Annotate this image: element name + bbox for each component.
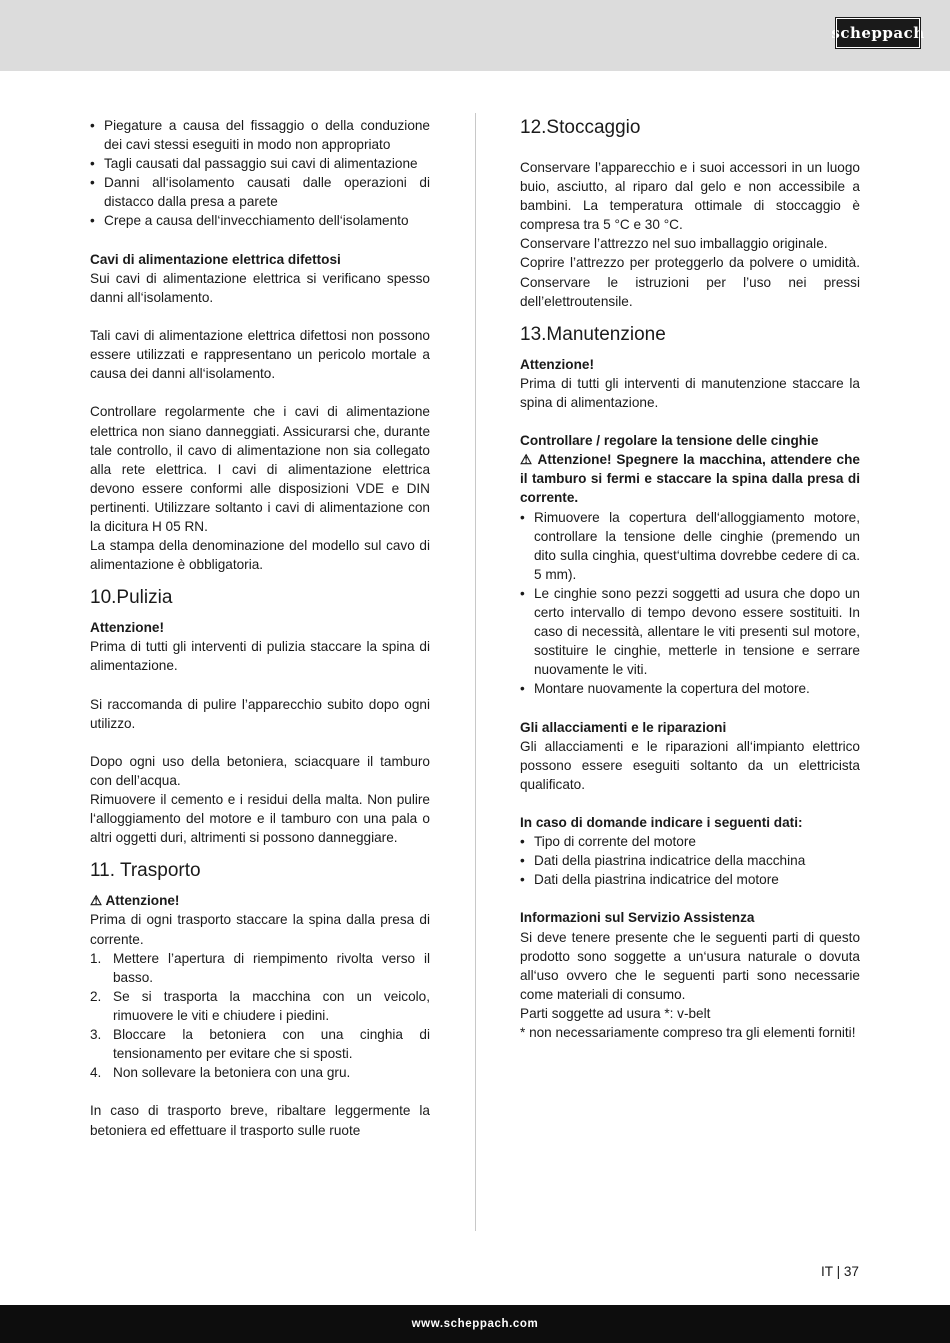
section-heading-maintenance: 13.Manutenzione [520, 323, 666, 345]
header-bar [0, 0, 950, 71]
paragraph: Parti soggette ad usura *: v-belt [520, 1005, 711, 1021]
list-item: 4. Non sollevare la betoniera con una gru. [90, 1065, 351, 1081]
paragraph: Tali cavi di alimentazione elettrica difettosi non possono essere utilizzati e rappresentano un pericolo mortale a causa dei danni all‘isolamento. [90, 328, 430, 382]
paragraph: Gli allacciamenti e le riparazioni all‘impianto elettrico possono essere eseguiti soltanto da un elettricista qualificato. [520, 738, 860, 792]
scheppach-logo: scheppach [836, 18, 920, 48]
attention-label: Attenzione! [90, 620, 165, 636]
list-item: • Danni all‘isolamento causati dalle operazioni di distacco dalla presa a parete [90, 175, 430, 210]
paragraph: * non necessariamente compreso tra gli elementi forniti! [520, 1025, 856, 1041]
paragraph: Controllare regolarmente che i cavi di alimentazione elettrica non siano danneggiati. Assicurarsi che, durante tale controllo, il cavo di alimentazione non sia collegato alla rete elettrica. I cavi di alimentazione elettrica devono essere conformi alle disposizioni VDE e DIN pertinenti. Utilizzare soltanto i cavi di alimentazione con la dicitura H 05 RN. [90, 404, 430, 534]
paragraph: Prima di ogni trasporto staccare la spina dalla presa di corrente. [90, 912, 430, 947]
left-column [90, 116, 430, 1140]
paragraph: Coprire l’attrezzo per proteggerlo da polvere o umidità. Conservare le istruzioni per l’uso nei pressi dell’elettroutensile. [520, 255, 860, 309]
website-link[interactable]: www.scheppach.com [411, 1318, 539, 1330]
data-heading: In caso di domande indicare i seguenti dati: [520, 815, 803, 830]
transport-steps-list [90, 949, 430, 1083]
list-item: 2. Se si trasporta la macchina con un veicolo, rimuovere le viti e chiudere i piedini. [90, 988, 430, 1023]
footer-bar [0, 1305, 950, 1343]
paragraph: Dopo ogni uso della betoniera, sciacquare il tamburo con dell’acqua. [90, 753, 430, 788]
list-item: • Dati della piastrina indicatrice del motore [520, 872, 779, 888]
paragraph: Rimuovere il cemento e i residui della malta. Non pulire l‘alloggiamento del motore e il tamburo con una pala o altri oggetti duri, altrimenti si possono danneggiare. [90, 792, 430, 846]
data-list [520, 832, 860, 889]
paragraph: Prima di tutti gli interventi di manutenzione staccare la spina di alimentazione. [520, 375, 860, 410]
list-item: • Tagli causati dal passaggio sui cavi di alimentazione [90, 156, 418, 172]
list-item: • Tipo di corrente del motore [520, 834, 696, 850]
belt-steps-list [520, 508, 860, 699]
belt-heading: Controllare / regolare la tensione delle cinghie [520, 433, 819, 449]
right-column [520, 116, 860, 1042]
paragraph: Conservare l’apparecchio e i suoi accessori in un luogo buio, asciutto, al riparo dal gelo e non accessibile a bambini. La temperatura ottimale di stoccaggio è compresa tra 5 °C e 30 °C. [520, 160, 860, 233]
section-heading-storage: 12.Stoccaggio [520, 117, 641, 138]
cables-heading: Cavi di alimentazione elettrica difettosi [90, 251, 341, 267]
column-divider [475, 113, 476, 1231]
list-item: • Piegature a causa del fissaggio o della conduzione dei cavi stessi eseguiti in modo non appropriato [90, 118, 430, 153]
list-item: 1. Mettere l’apertura di riempimento rivolta verso il basso. [90, 950, 430, 985]
list-item: • Le cinghie sono pezzi soggetti ad usura che dopo un certo intervallo di tempo devono essere sostituiti. In caso di necessità, allentare le viti presenti sul motore, sostituire le cinghie, metterle in tensione e serrare nuovamente le viti. [520, 585, 860, 678]
paragraph: In caso di trasporto breve, ribaltare leggermente la betoniera ed effettuare il trasporto sulle ruote [90, 1103, 430, 1138]
paragraph: Prima di tutti gli interventi di pulizia staccare la spina di alimentazione. [90, 639, 430, 674]
list-item: • Rimuovere la copertura dell‘alloggiamento motore, controllare la tensione delle cinghie (premendo un dito sulla cinghia, quest‘ultima dovrebbe cedere di ca. 5 mm). [520, 509, 860, 582]
paragraph: La stampa della denominazione del modello sul cavo di alimentazione è obbligatoria. [90, 538, 430, 573]
paragraph: Sui cavi di alimentazione elettrica si verificano spesso danni all‘isolamento. [90, 270, 430, 305]
cable-damage-list [90, 116, 430, 231]
connections-heading: Gli allacciamenti e le riparazioni [520, 719, 727, 735]
paragraph: Si deve tenere presente che le seguenti parti di questo prodotto sono soggette a un‘usura naturale o dovuta all‘uso ovvero che le seguenti parti sono necessarie come materiali di consumo. [520, 929, 860, 1002]
section-heading-transport: 11. Trasporto [90, 860, 201, 882]
paragraph: Conservare l’attrezzo nel suo imballaggio originale. [520, 236, 828, 252]
section-heading-cleaning: 10.Pulizia [90, 587, 173, 609]
attention-label: Attenzione! [520, 356, 595, 372]
service-heading: Informazioni sul Servizio Assistenza [520, 910, 755, 926]
list-item: • Montare nuovamente la copertura del motore. [520, 681, 810, 697]
attention-warning-label: ⚠ Attenzione! [90, 893, 180, 909]
list-item: • Crepe a causa dell‘invecchiamento dell‘isolamento [90, 213, 409, 229]
paragraph: Si raccomanda di pulire l’apparecchio subito dopo ogni utilizzo. [90, 696, 430, 731]
belt-warning: ⚠ Attenzione! Spegnere la macchina, attendere che il tamburo si fermi e staccare la spina dalla presa di corrente. [520, 452, 860, 506]
list-item: 3. Bloccare la betoniera con una cinghia di tensionamento per evitare che si sposti. [90, 1027, 430, 1062]
page-number: IT | 37 [820, 1264, 859, 1279]
list-item: • Dati della piastrina indicatrice della macchina [520, 853, 806, 869]
